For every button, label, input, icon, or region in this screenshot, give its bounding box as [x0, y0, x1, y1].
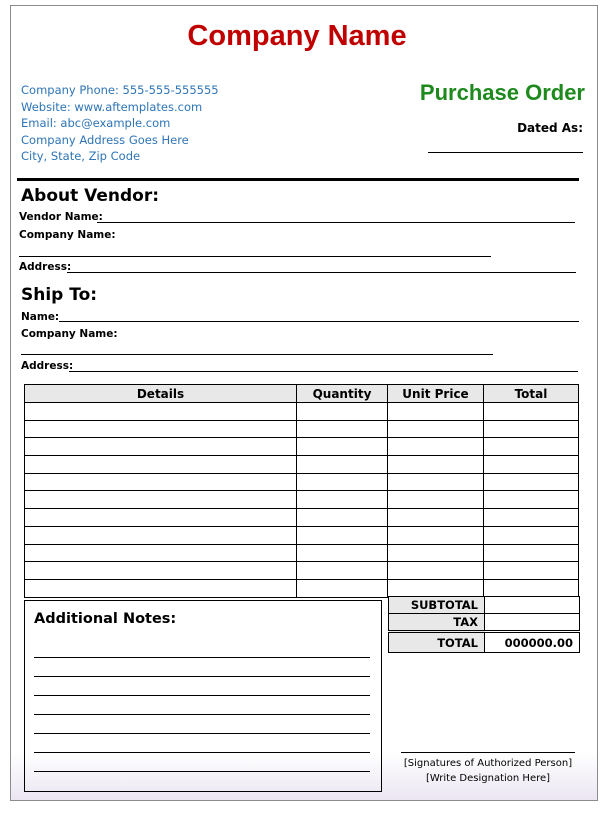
vendor-name-label: Vendor Name: — [19, 211, 103, 223]
table-cell[interactable] — [25, 403, 297, 421]
subtotal-value[interactable] — [485, 597, 580, 614]
table-cell[interactable] — [297, 509, 388, 527]
ship-to-address-field[interactable] — [69, 371, 578, 372]
table-row — [25, 456, 579, 474]
vendor-name-field[interactable] — [97, 222, 575, 223]
table-cell[interactable] — [484, 473, 579, 491]
vendor-address-label: Address: — [19, 261, 72, 273]
table-cell[interactable] — [25, 473, 297, 491]
quantity-column-header: Quantity — [297, 385, 388, 403]
table-cell[interactable] — [25, 509, 297, 527]
vendor-address-field[interactable] — [67, 272, 576, 273]
table-cell[interactable] — [297, 579, 388, 597]
table-cell[interactable] — [484, 579, 579, 597]
table-cell[interactable] — [297, 562, 388, 580]
table-cell[interactable] — [484, 420, 579, 438]
table-cell[interactable] — [388, 562, 484, 580]
ship-to-heading: Ship To: — [21, 285, 98, 305]
company-name: Company Name — [187, 20, 407, 52]
table-cell[interactable] — [297, 526, 388, 544]
table-row — [25, 403, 579, 421]
additional-notes-box[interactable] — [24, 600, 382, 792]
table-cell[interactable] — [484, 544, 579, 562]
about-vendor-heading: About Vendor: — [21, 186, 160, 206]
table-cell[interactable] — [297, 420, 388, 438]
table-cell[interactable] — [25, 544, 297, 562]
table-cell[interactable] — [297, 403, 388, 421]
table-row — [25, 579, 579, 597]
tax-value[interactable] — [485, 614, 580, 632]
notes-line[interactable] — [34, 657, 370, 658]
notes-line[interactable] — [34, 676, 370, 677]
line-items-table — [24, 384, 579, 598]
totals-table — [388, 596, 580, 653]
table-cell[interactable] — [25, 579, 297, 597]
header-divider — [17, 178, 579, 181]
table-cell[interactable] — [297, 491, 388, 509]
additional-notes-heading: Additional Notes: — [34, 611, 177, 627]
tax-label: TAX — [389, 614, 485, 632]
company-city: City, State, Zip Code — [21, 149, 141, 163]
table-row — [25, 544, 579, 562]
table-cell[interactable] — [484, 526, 579, 544]
table-cell[interactable] — [25, 562, 297, 580]
table-cell[interactable] — [297, 456, 388, 474]
company-phone: Company Phone: 555-555-555555 — [21, 83, 219, 97]
table-cell[interactable] — [297, 438, 388, 456]
table-cell[interactable] — [388, 456, 484, 474]
table-cell[interactable] — [25, 438, 297, 456]
vendor-company-name-label: Company Name: — [19, 229, 116, 241]
dated-as-label: Dated As: — [517, 121, 583, 135]
table-cell[interactable] — [484, 509, 579, 527]
table-row — [25, 491, 579, 509]
table-cell[interactable] — [388, 420, 484, 438]
designation-caption: [Write Designation Here] — [425, 773, 551, 784]
vendor-company-name-field[interactable] — [19, 256, 491, 257]
table-cell[interactable] — [297, 544, 388, 562]
ship-to-address-label: Address: — [21, 360, 74, 372]
table-cell[interactable] — [25, 491, 297, 509]
details-column-header: Details — [25, 385, 297, 403]
unit-price-column-header: Unit Price — [388, 385, 484, 403]
table-cell[interactable] — [388, 579, 484, 597]
notes-line[interactable] — [34, 733, 370, 734]
table-cell[interactable] — [388, 526, 484, 544]
subtotal-label: SUBTOTAL — [389, 597, 485, 614]
notes-line[interactable] — [34, 752, 370, 753]
table-cell[interactable] — [484, 438, 579, 456]
table-cell[interactable] — [388, 403, 484, 421]
notes-line[interactable] — [34, 695, 370, 696]
ship-to-name-label: Name: — [21, 311, 60, 323]
tax-row — [389, 614, 580, 632]
notes-line[interactable] — [34, 714, 370, 715]
table-header-row — [25, 385, 579, 403]
table-cell[interactable] — [388, 491, 484, 509]
notes-line[interactable] — [34, 771, 370, 772]
table-row — [25, 420, 579, 438]
table-row — [25, 509, 579, 527]
table-cell[interactable] — [297, 473, 388, 491]
table-row — [25, 526, 579, 544]
table-cell[interactable] — [25, 456, 297, 474]
company-website: Website: www.aftemplates.com — [21, 99, 203, 114]
table-cell[interactable] — [388, 509, 484, 527]
table-row — [25, 473, 579, 491]
ship-to-company-name-label: Company Name: — [21, 328, 118, 340]
table-cell[interactable] — [25, 420, 297, 438]
ship-to-name-field[interactable] — [59, 321, 579, 322]
table-cell[interactable] — [388, 473, 484, 491]
document-title: Purchase Order — [419, 80, 585, 105]
table-cell[interactable] — [25, 526, 297, 544]
total-label: TOTAL — [389, 632, 485, 653]
total-column-header: Total — [484, 385, 579, 403]
company-contact-block — [21, 82, 219, 165]
purchase-order-page — [10, 5, 598, 801]
company-address: Company Address Goes Here — [21, 132, 189, 147]
subtotal-row — [389, 597, 580, 614]
table-cell[interactable] — [388, 438, 484, 456]
dated-as-field[interactable] — [428, 152, 583, 153]
table-row — [25, 562, 579, 580]
table-cell[interactable] — [484, 456, 579, 474]
table-row — [25, 438, 579, 456]
total-row — [389, 632, 580, 653]
table-cell[interactable] — [484, 403, 579, 421]
total-value[interactable]: 000000.00 — [485, 632, 580, 653]
signature-caption: [Signatures of Authorized Person] — [403, 758, 573, 769]
table-cell[interactable] — [484, 562, 579, 580]
table-cell[interactable] — [388, 544, 484, 562]
ship-to-company-name-field[interactable] — [21, 354, 493, 355]
signature-line[interactable] — [401, 752, 575, 753]
company-email: Email: abc@example.com — [21, 116, 171, 130]
table-cell[interactable] — [484, 491, 579, 509]
